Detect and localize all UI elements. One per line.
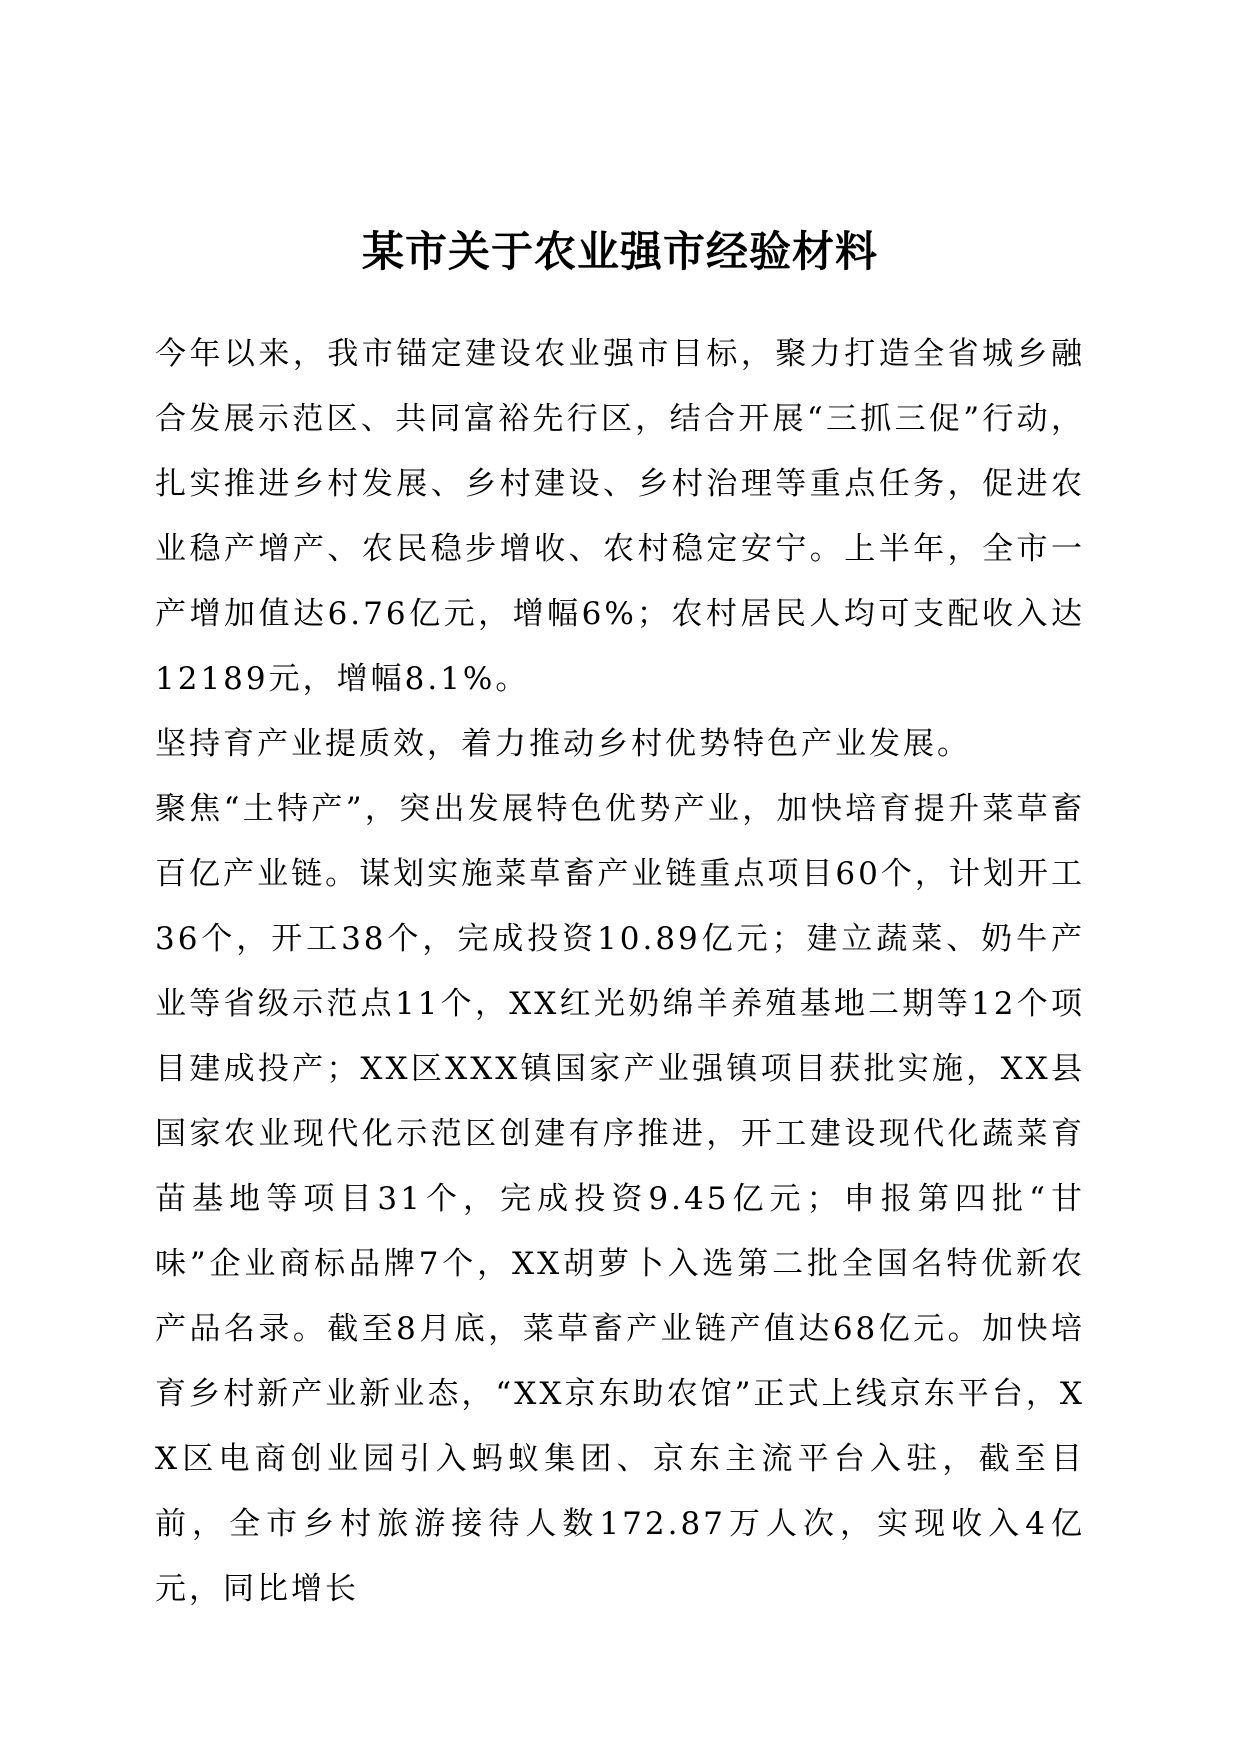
document-body (155, 322, 1085, 1622)
paragraph-intro: 今年以来，我市锚定建设农业强市目标，聚力打造全省城乡融合发展示范区、共同富裕先行区，结合开展“三抓三促”行动，扎实推进乡村发展、乡村建设、乡村治理等重点任务，促进农业稳产增产、农民稳步增收、农村稳定安宁。上半年，全市一产增加值达6.76亿元，增幅6%；农村居民人均可支配收入达12189元，增幅8.1%。 (155, 336, 1085, 697)
document-title: 某市关于农业强市经验材料 (361, 227, 878, 276)
paragraph-section-heading: 坚持育产业提质效，着力推动乡村优势特色产业发展。 (155, 726, 971, 762)
paragraph-industry-details: 聚焦“土特产”，突出发展特色优势产业，加快培育提升菜草畜百亿产业链。谋划实施菜草畜产业链重点项目60个，计划开工36个，开工38个，完成投资10.89亿元；建立蔬菜、奶牛产业等省级示范点11个，XX红光奶绵羊养殖基地二期等12个项目建成投产；XX区XXX镇国家产业强镇项目获批实施，XX县国家农业现代化示范区创建有序推进，开工建设现代化蔬菜育苗基地等项目31个，完成投资9.45亿元；申报第四批“甘味”企业商标品牌7个，XX胡萝卜入选第二批全国名特优新农产品名录。截至8月底，菜草畜产业链产值达68亿元。加快培育乡村新产业新业态，“XX京东助农馆”正式上线京东平台，XX区电商创业园引入蚂蚁集团、京东主流平台入驻，截至目前，全市乡村旅游接待人数172.87万人次，实现收入4亿元，同比增长 (155, 791, 1085, 1607)
